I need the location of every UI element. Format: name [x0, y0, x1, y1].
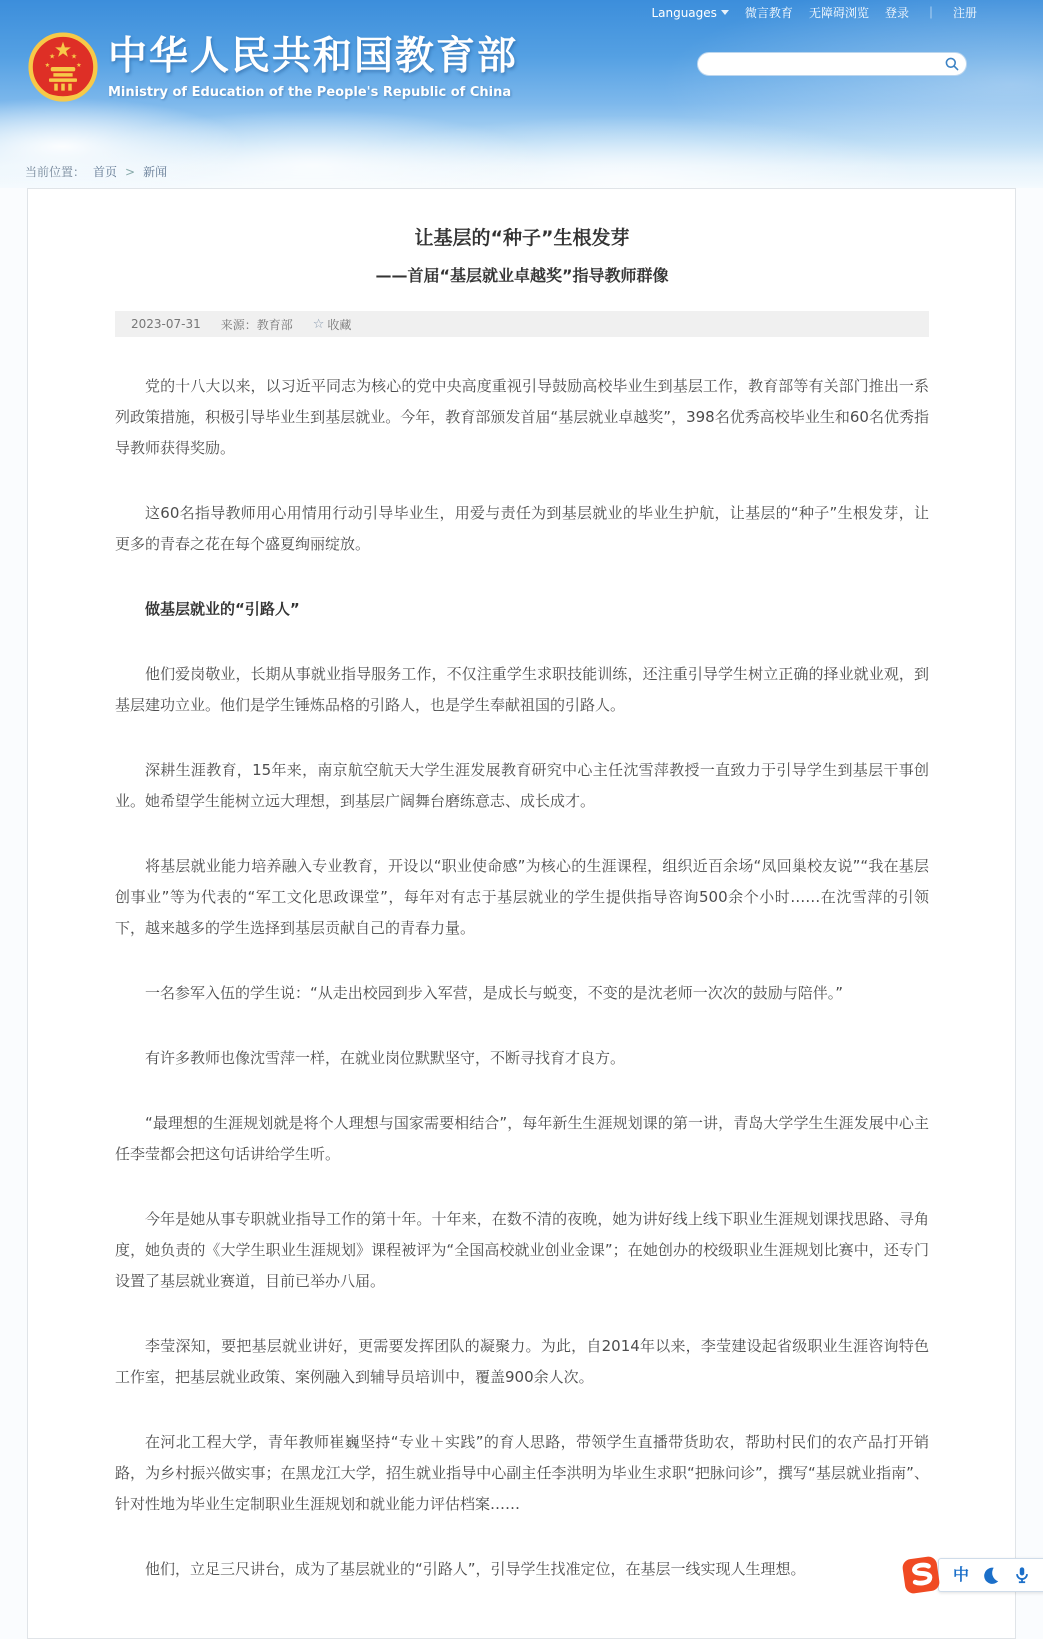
chevron-down-icon — [721, 10, 729, 15]
article-meta-bar — [115, 311, 929, 337]
paragraph: 这60名指导教师用心用情用行动引导毕业生，用爱与责任为到基层就业的毕业生护航，让基层的“种子”生根发芽，让更多的青春之花在每个盛夏绚丽绽放。 — [115, 504, 929, 553]
breadcrumb-current-link[interactable]: 新闻 — [143, 165, 168, 179]
top-link-weiyan[interactable]: 微言教育 — [744, 6, 793, 20]
star-icon: ☆ — [312, 316, 325, 332]
article-subtitle: ——首届“基层就业卓越奖”指导教师群像 — [375, 266, 669, 285]
breadcrumb-home-link[interactable]: 首页 — [93, 165, 118, 179]
article-date: 2023-07-31 — [131, 317, 201, 331]
national-emblem-logo — [28, 30, 98, 104]
svg-text:★: ★ — [76, 62, 82, 69]
favorite-label: 收藏 — [327, 317, 352, 332]
ime-mode-toggle[interactable]: 中 — [953, 1565, 970, 1584]
moon-icon[interactable] — [982, 1566, 1000, 1584]
paragraph: 他们，立足三尺讲台，成为了基层就业的“引路人”，引导学生找准定位，在基层一线实现人生理想。 — [145, 1560, 806, 1578]
sogou-logo[interactable] — [898, 1552, 944, 1598]
paragraph: 一名参军入伍的学生说：“从走出校园到步入军营，是成长与蜕变，不变的是沈老师一次次的鼓励与陪伴。” — [145, 984, 844, 1002]
languages-menu[interactable] — [651, 6, 728, 20]
main-content — [0, 188, 1043, 1639]
paragraph: 党的十八大以来，以习近平同志为核心的党中央高度重视引导鼓励高校毕业生到基层工作，教育部等有关部门推出一系列政策措施，积极引导毕业生到基层就业。今年，教育部颁发首届“基层就业卓越奖”，398名优秀高校毕业生和60名优秀指导教师获得奖励。 — [115, 377, 929, 457]
svg-text:★: ★ — [70, 52, 78, 61]
site-title-cn: 中华人民共和国教育部 — [108, 34, 519, 79]
login-link[interactable]: 登录 — [884, 6, 909, 20]
search-box — [697, 52, 967, 76]
site-header — [0, 0, 1043, 188]
site-title-en: Ministry of Education of the People's Republic of China — [108, 84, 512, 100]
search-icon[interactable] — [944, 56, 960, 72]
top-nav — [651, 4, 977, 21]
article-body — [115, 371, 929, 1585]
breadcrumb — [25, 163, 167, 180]
paragraph: 他们爱岗敬业，长期从事就业指导服务工作，不仅注重学生求职技能训练，还注重引导学生树立正确的择业就业观，到基层建功立业。他们是学生锤炼品格的引路人，也是学生奉献祖国的引路人。 — [115, 665, 929, 714]
svg-text:★: ★ — [49, 52, 56, 61]
paragraph: 在河北工程大学，青年教师崔巍坚持“专业＋实践”的育人思路，带领学生直播带货助农，帮助村民们的农产品打开销路，为乡村振兴做实事；在黑龙江大学，招生就业指导中心副主任李洪明为毕业生求职“把脉问诊”，撰写“基层就业指南”、针对性地为毕业生定制职业生涯规划和就业能力评估档案…… — [115, 1433, 929, 1513]
article-source: 来源：教育部 — [220, 317, 293, 332]
paragraph: 李莹深知，要把基层就业讲好，更需要发挥团队的凝聚力。为此，自2014年以来，李莹建设起省级职业生涯咨询特色工作室，把基层就业政策、案例融入到辅导员培训中，覆盖900余人次。 — [115, 1337, 929, 1386]
svg-text:★: ★ — [44, 62, 51, 69]
paragraph: “最理想的生涯规划就是将个人理想与国家需要相结合”，每年新生生涯规划课的第一讲，青岛大学学生生涯发展中心主任李莹都会把这句话讲给学生听。 — [115, 1114, 929, 1163]
site-brand — [28, 30, 518, 104]
ime-toolbar — [898, 1552, 1043, 1598]
breadcrumb-label: 当前位置： — [25, 165, 86, 179]
paragraph: 深耕生涯教育，15年来，南京航空航天大学生涯发展教育研究中心主任沈雪萍教授一直致力于引导学生到基层干事创业。她希望学生能树立远大理想，到基层广阔舞台磨练意志、成长成才。 — [115, 761, 929, 810]
search-input[interactable] — [710, 57, 944, 71]
microphone-icon[interactable] — [1013, 1566, 1031, 1584]
paragraph: 有许多教师也像沈雪萍一样，在就业岗位默默坚守，不断寻找育才良方。 — [145, 1049, 626, 1067]
top-link-accessibility[interactable]: 无障碍浏览 — [808, 6, 869, 20]
paragraph: 今年是她从事专职就业指导工作的第十年。十年来，在数不清的夜晚，她为讲好线上线下职业生涯规划课找思路、寻角度，她负责的《大学生职业生涯规划》课程被评为“全国高校就业创业金课”；在她创办的校级职业生涯规划比赛中，还专门设置了基层就业赛道，目前已举办八届。 — [115, 1210, 929, 1290]
favorite-button[interactable] — [313, 316, 352, 333]
languages-label: Languages — [651, 5, 717, 20]
register-link[interactable]: 注册 — [952, 6, 977, 20]
breadcrumb-separator: > — [125, 164, 136, 179]
paragraph: 将基层就业能力培养融入专业教育，开设以“职业使命感”为核心的生涯课程，组织近百余场“凤回巢校友说”“我在基层创事业”等为代表的“军工文化思政课堂”，每年对有志于基层就业的学生提供指导咨询500余个小时……在沈雪萍的引领下，越来越多的学生选择到基层贡献自己的青春力量。 — [115, 857, 929, 937]
brand-text — [108, 30, 518, 100]
ime-bar — [938, 1558, 1043, 1592]
article-card — [27, 188, 1016, 1639]
article-title: 让基层的“种子”生根发芽 — [414, 227, 630, 249]
section-heading: 做基层就业的“引路人” — [145, 600, 300, 618]
top-nav-divider: ｜ — [924, 6, 937, 20]
